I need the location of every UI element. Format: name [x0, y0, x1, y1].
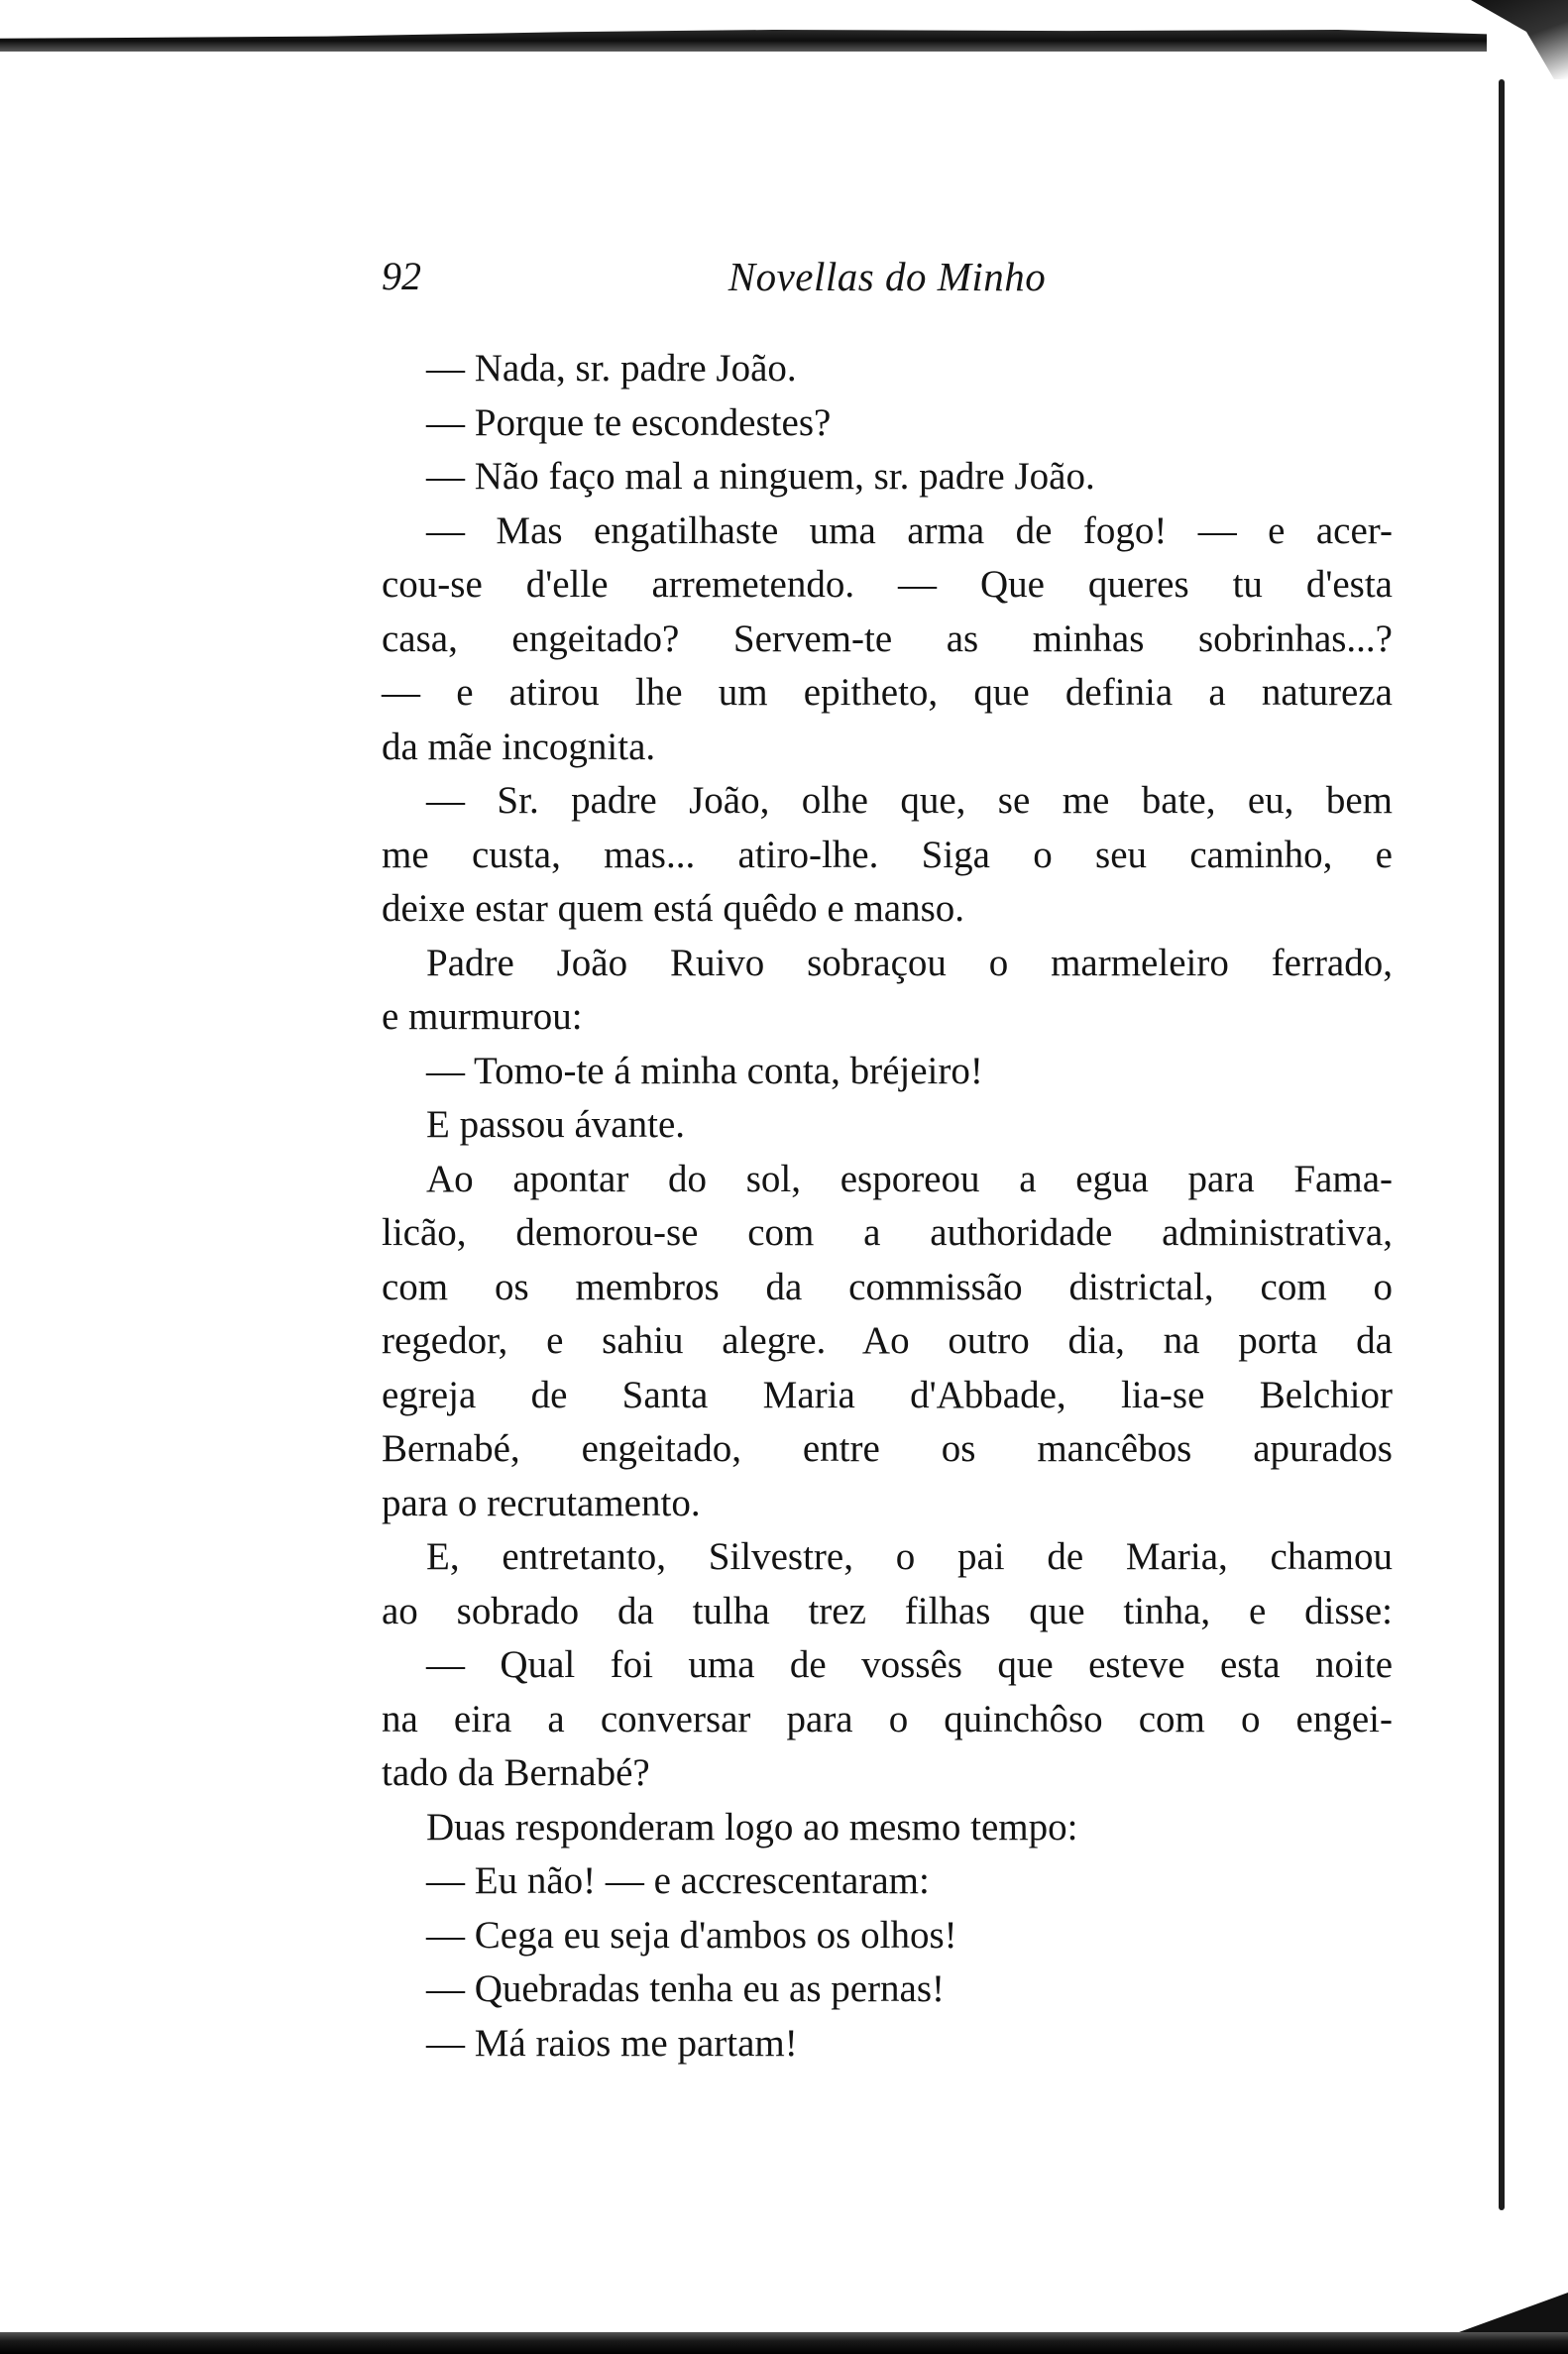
text-line: egreja de Santa Maria d'Abbade, lia-se Belchior: [382, 1373, 1393, 1416]
running-title: Novellas do Minho: [728, 254, 1047, 299]
text-line: — Eu não! — e accrescentaram:: [426, 1859, 930, 1902]
page-number: 92: [382, 254, 421, 298]
text-line: Bernabé, engeitado, entre os mancêbos apurados: [382, 1427, 1393, 1470]
body-text: [382, 342, 1393, 2071]
text-line: regedor, e sahiu alegre. Ao outro dia, na porta da: [382, 1319, 1393, 1362]
text-line: — e atirou lhe um epitheto, que definia a natureza: [382, 671, 1393, 714]
text-line: me custa, mas... atiro-lhe. Siga o seu caminho, e: [382, 833, 1393, 876]
text-line: na eira a conversar para o quinchôso com o engei-: [382, 1697, 1393, 1740]
text-line: com os membros da commissão districtal, com o: [382, 1265, 1393, 1308]
text-line: Ao apontar do sol, esporeou a egua para Fama-: [426, 1157, 1393, 1200]
scan-edge-bottom: [0, 2332, 1568, 2354]
text-line: licão, demorou-se com a authoridade administrativa,: [382, 1211, 1393, 1254]
text-line: — Mas engatilhaste uma arma de fogo! — e acer-: [426, 508, 1393, 552]
text-line: — Cega eu seja d'ambos os olhos!: [426, 1913, 957, 1957]
text-line: — Sr. padre João, olhe que, se me bate, eu, bem: [426, 779, 1393, 822]
text-line: — Qual foi uma de vossês que esteve esta noite: [426, 1643, 1393, 1686]
text-line: — Tomo-te á minha conta, bréjeiro!: [426, 1049, 983, 1092]
text-line: da mãe incognita.: [382, 725, 656, 768]
text-line: — Nada, sr. padre João.: [426, 347, 797, 390]
text-line: ao sobrado da tulha trez filhas que tinha, e disse:: [382, 1589, 1393, 1632]
text-line: Duas responderam logo ao mesmo tempo:: [426, 1805, 1078, 1849]
text-line: — Quebradas tenha eu as pernas!: [426, 1967, 946, 2010]
text-line: Padre João Ruivo sobraçou o marmeleiro ferrado,: [426, 941, 1393, 984]
text-line: — Má raios me partam!: [426, 2021, 798, 2065]
text-line: para o recrutamento.: [382, 1481, 701, 1524]
text-line: — Não faço mal a ninguem, sr. padre João.: [426, 455, 1095, 498]
text-line: tado da Bernabé?: [382, 1751, 650, 1794]
text-line: — Porque te escondestes?: [426, 400, 832, 444]
text-line: E, entretanto, Silvestre, o pai de Maria, chamou: [426, 1535, 1393, 1578]
page-header: [382, 253, 1393, 312]
scan-edge-corner-bottom-right: [1459, 2293, 1568, 2332]
text-line: deixe estar quem está quêdo e manso.: [382, 887, 965, 930]
text-line: E passou ávante.: [426, 1103, 686, 1146]
scan-edge-right: [1499, 79, 1505, 2210]
text-line: e murmurou:: [382, 995, 583, 1038]
text-line: casa, engeitado? Servem-te as minhas sobrinhas...?: [382, 617, 1393, 660]
text-line: cou-se d'elle arremetendo. — Que queres tu d'esta: [382, 563, 1393, 606]
scan-edge-top: [0, 30, 1487, 52]
